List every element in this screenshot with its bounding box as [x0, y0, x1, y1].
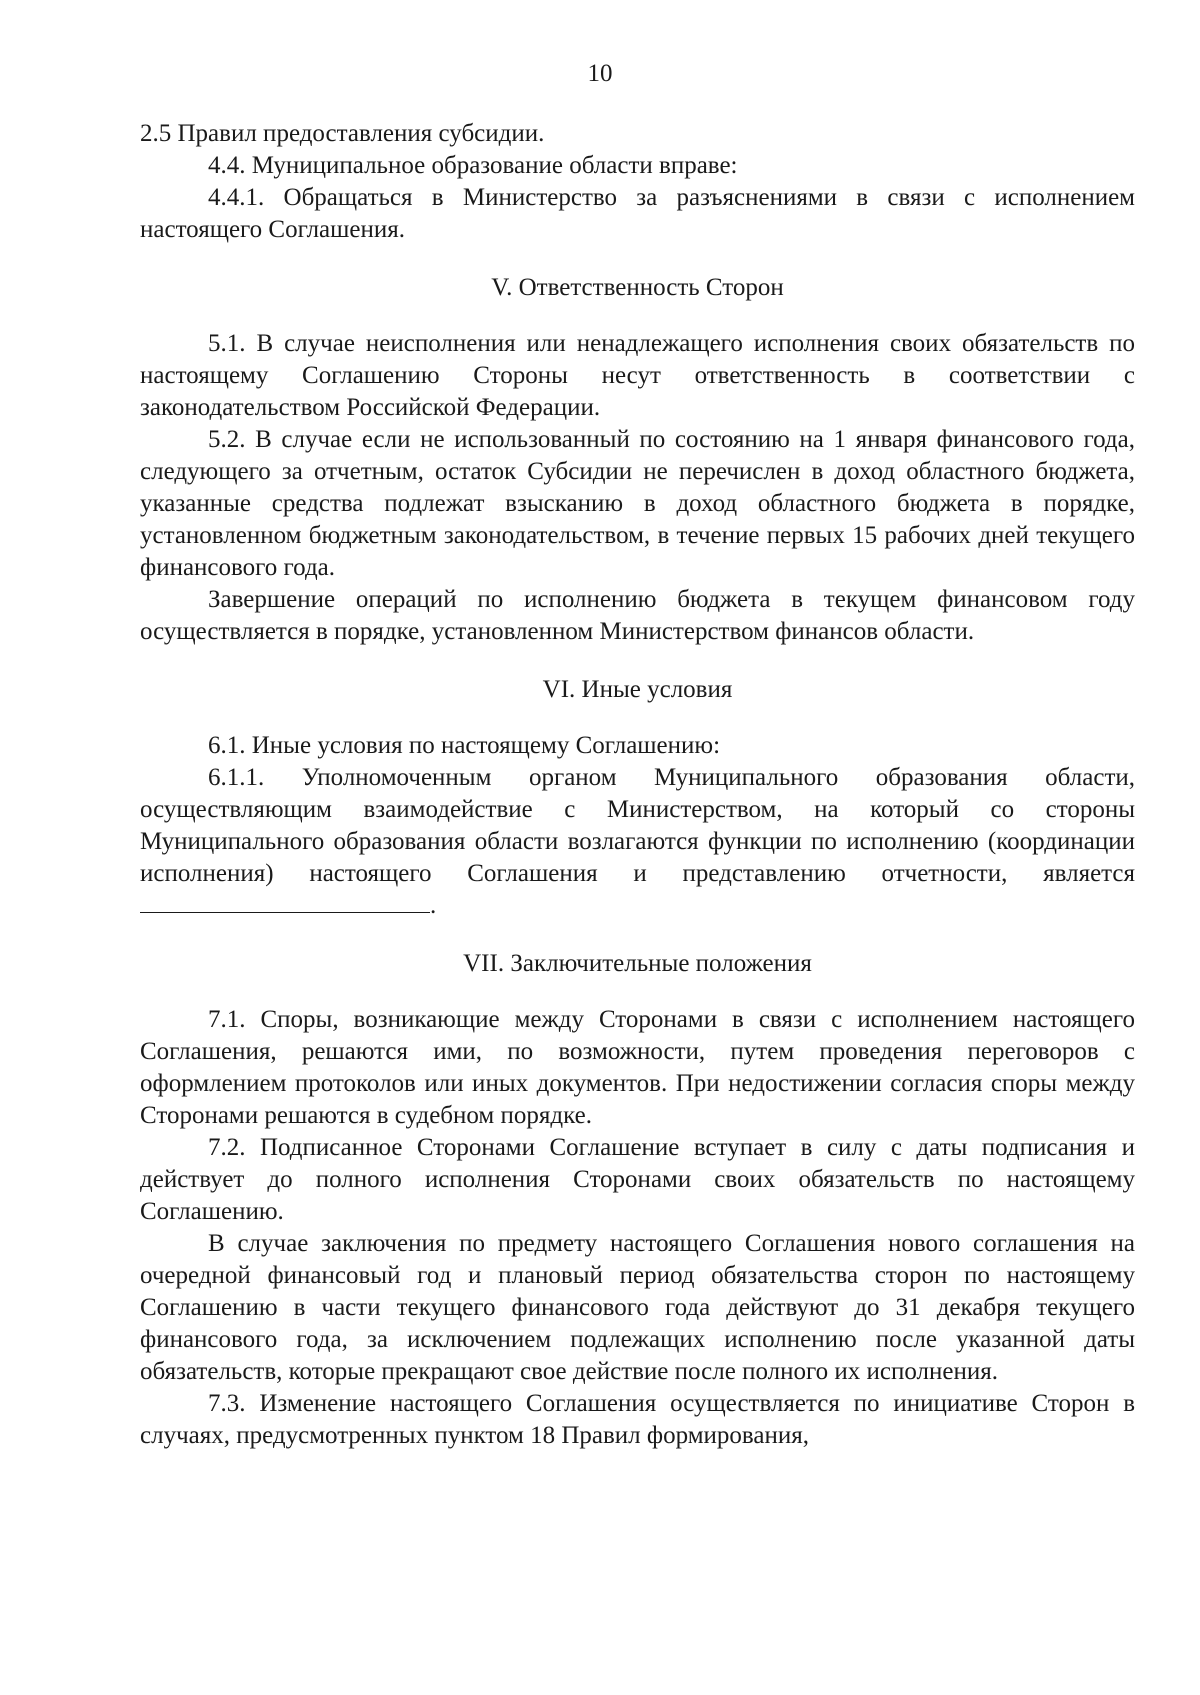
paragraph — [140, 150, 1135, 182]
paragraph — [140, 1388, 1135, 1452]
paragraph-text: 7.3. Изменение настоящего Соглашения осуществляется по инициативе Сторон в случаях, предусмотренных пунктом 18 Правил формирования, — [140, 1390, 1135, 1449]
section-heading: V. Ответственность Сторон — [491, 274, 784, 301]
paragraph-text: 6.1. Иные условия по настоящему Соглашению: — [208, 732, 721, 759]
paragraph-text: 6.1.1. Уполномоченным органом Муниципального образования области, осуществляющим взаимодействие с Министерством, на который со стороны Муниципального образования области возлагаются функции по исполнению (координации исполнения) настоящего Соглашения и представлению отчетности, является — [140, 764, 1135, 887]
paragraph — [140, 118, 1135, 150]
paragraph-text: 7.2. Подписанное Сторонами Соглашение вступает в силу с даты подписания и действует до полного исполнения Сторонами своих обязательств по настоящему Соглашению. — [140, 1134, 1135, 1225]
paragraph-text: 2.5 Правил предоставления субсидии. — [140, 120, 545, 147]
paragraph — [140, 424, 1135, 584]
paragraph — [140, 328, 1135, 424]
paragraph — [140, 584, 1135, 648]
section-heading: VI. Иные условия — [542, 676, 733, 703]
page-number: 10 — [587, 60, 613, 87]
paragraph — [140, 1228, 1135, 1388]
blank-fill-line — [140, 890, 430, 913]
paragraph-text: 4.4. Муниципальное образование области вправе: — [208, 152, 738, 179]
paragraph — [140, 730, 1135, 762]
paragraph-text: 4.4.1. Обращаться в Министерство за разъяснениями в связи с исполнением настоящего Соглашения. — [140, 184, 1135, 243]
paragraph — [140, 182, 1135, 246]
paragraph-text: 7.1. Споры, возникающие между Сторонами в связи с исполнением настоящего Соглашения, решаются ими, по возможности, путем проведения переговоров с оформлением протоколов или иных документов. При недостижении согласия споры между Сторонами решаются в судебном порядке. — [140, 1006, 1135, 1129]
paragraph-text: 5.2. В случае если не использованный по состоянию на 1 января финансового года, следующего за отчетным, остаток Субсидии не перечислен в доход областного бюджета, указанные средства подлежат взысканию в доход областного бюджета в порядке, установленном бюджетным законодательством, в течение первых 15 рабочих дней текущего финансового года. — [140, 426, 1135, 581]
paragraph — [140, 1132, 1135, 1228]
section-heading: VII. Заключительные положения — [463, 950, 812, 977]
document-body — [140, 118, 1135, 1452]
paragraph-text: 5.1. В случае неисполнения или ненадлежащего исполнения своих обязательств по настоящему Соглашению Стороны несут ответственность в соответствии с законодательством Российской Федерации. — [140, 330, 1135, 421]
paragraph-text: Завершение операций по исполнению бюджета в текущем финансовом году осуществляется в порядке, установленном Министерством финансов области. — [140, 586, 1135, 645]
paragraph: 6.1.1. Уполномоченным органом Муниципального образования области, осуществляющим взаимодействие с Министерством, на который со стороны Муниципального образования области возлагаются функции по исполнению (координации исполнения) настоящего Соглашения и представлению отчетности, является . — [140, 764, 1135, 919]
paragraph — [140, 1004, 1135, 1132]
paragraph-text: В случае заключения по предмету настоящего Соглашения нового соглашения на очередной финансовый год и плановый период обязательства сторон по настоящему Соглашению в части текущего финансового года действуют до 31 декабря текущего финансового года, за исключением подлежащих исполнению после указанной даты обязательств, которые прекращают свое действие после полного их исполнения. — [140, 1230, 1135, 1385]
